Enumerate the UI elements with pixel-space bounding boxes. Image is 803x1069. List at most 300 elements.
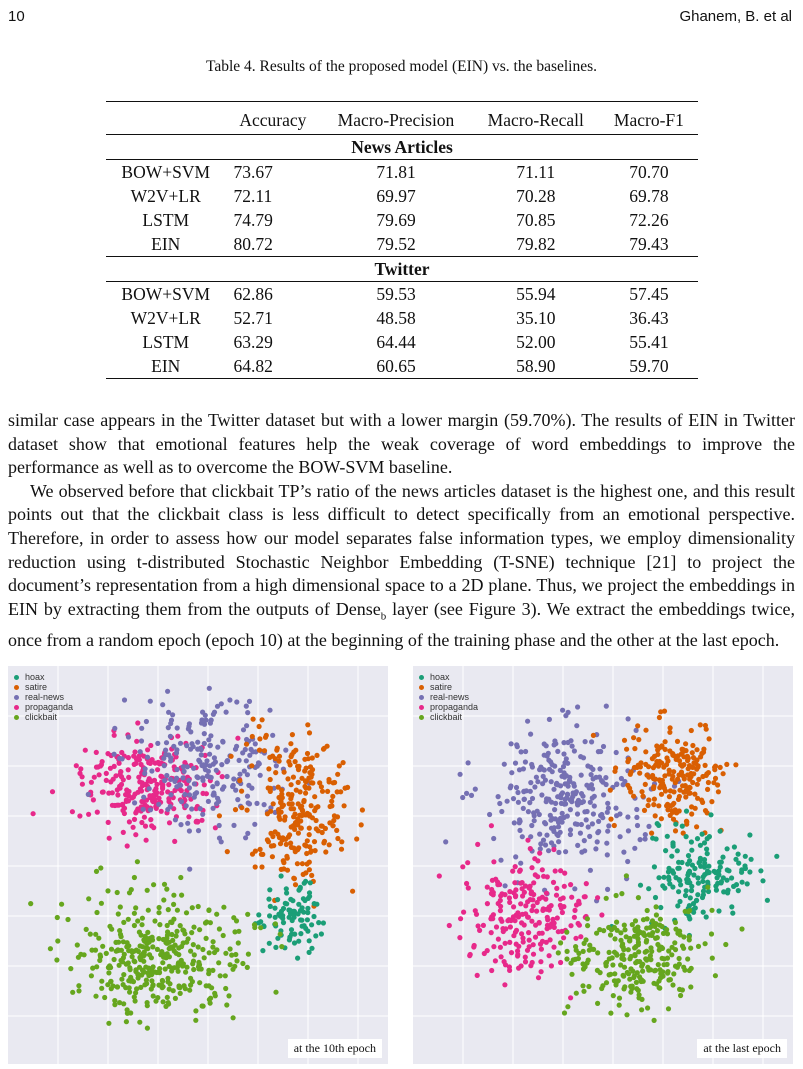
- scatter-point: [718, 765, 723, 770]
- scatter-point: [31, 811, 36, 816]
- scatter-point: [210, 784, 215, 789]
- value-cell: 72.11: [233, 186, 273, 206]
- scatter-point: [670, 842, 675, 847]
- scatter-point: [648, 967, 653, 972]
- scatter-point: [494, 924, 499, 929]
- scatter-point: [101, 789, 106, 794]
- scatter-point: [246, 800, 251, 805]
- scatter-point: [503, 941, 508, 946]
- scatter-point: [592, 803, 597, 808]
- scatter-point: [676, 889, 681, 894]
- scatter-point: [288, 841, 293, 846]
- scatter-point: [206, 737, 211, 742]
- scatter-point: [525, 899, 530, 904]
- scatter-point: [659, 792, 664, 797]
- scatter-point: [94, 910, 99, 915]
- scatter-point: [617, 996, 622, 1001]
- scatter-point: [166, 782, 171, 787]
- scatter-point: [174, 929, 179, 934]
- scatter-point: [147, 786, 152, 791]
- value-cell: 57.45: [629, 284, 669, 304]
- scatter-point: [654, 912, 659, 917]
- scatter-point: [670, 982, 675, 987]
- scatter-point: [145, 888, 150, 893]
- scatter-point: [298, 931, 303, 936]
- scatter-point: [142, 982, 147, 987]
- section-title: News Articles: [106, 135, 698, 160]
- scatter-point: [634, 815, 639, 820]
- scatter-point: [635, 823, 640, 828]
- scatter-point: [515, 744, 520, 749]
- scatter-point: [70, 809, 75, 814]
- scatter-point: [128, 1010, 133, 1015]
- scatter-point: [540, 939, 545, 944]
- scatter-point: [308, 764, 313, 769]
- legend-label: real-news: [430, 692, 470, 702]
- scatter-point: [564, 930, 569, 935]
- scatter-point: [558, 897, 563, 902]
- scatter-point: [601, 792, 606, 797]
- scatter-point: [512, 820, 517, 825]
- scatter-point: [700, 832, 705, 837]
- scatter-point: [126, 734, 131, 739]
- section-header-row: [106, 135, 698, 160]
- scatter-point: [680, 747, 685, 752]
- scatter-point: [603, 961, 608, 966]
- scatter-point: [233, 807, 238, 812]
- scatter-point: [257, 748, 262, 753]
- scatter-point: [673, 875, 678, 880]
- scatter-point: [107, 924, 112, 929]
- scatter-point: [668, 725, 673, 730]
- scatter-point: [132, 817, 137, 822]
- scatter-point: [467, 953, 472, 958]
- scatter-point: [671, 817, 676, 822]
- scatter-point: [178, 741, 183, 746]
- scatter-point: [160, 960, 165, 965]
- scatter-point: [284, 886, 289, 891]
- scatter-point: [162, 763, 167, 768]
- scatter-point: [540, 931, 545, 936]
- scatter-point: [278, 800, 283, 805]
- scatter-point: [508, 924, 513, 929]
- scatter-point: [145, 747, 150, 752]
- scatter-point: [200, 775, 205, 780]
- scatter-point: [518, 819, 523, 824]
- scatter-point: [509, 741, 514, 746]
- scatter-point: [595, 950, 600, 955]
- scatter-point: [190, 961, 195, 966]
- scatter-point: [665, 758, 670, 763]
- value-cell: 79.69: [376, 210, 416, 230]
- scatter-point: [115, 792, 120, 797]
- scatter-point: [527, 800, 532, 805]
- scatter-point: [605, 810, 610, 815]
- scatter-point: [561, 740, 566, 745]
- scatter-point: [632, 846, 637, 851]
- section-title: Twitter: [106, 257, 698, 282]
- scatter-point: [641, 917, 646, 922]
- scatter-point: [640, 969, 645, 974]
- scatter-point: [139, 933, 144, 938]
- scatter-point: [132, 749, 137, 754]
- scatter-point: [207, 686, 212, 691]
- scatter-point: [739, 870, 744, 875]
- scatter-point: [693, 761, 698, 766]
- scatter-point: [279, 873, 284, 878]
- scatter-point: [221, 905, 226, 910]
- scatter-point: [567, 778, 572, 783]
- scatter-point: [507, 900, 512, 905]
- scatter-point: [282, 817, 287, 822]
- scatter-point: [661, 765, 666, 770]
- scatter-point: [584, 881, 589, 886]
- scatter-point: [573, 936, 578, 941]
- scatter-point: [531, 952, 536, 957]
- scatter-point: [471, 944, 476, 949]
- scatter-point: [575, 843, 580, 848]
- legend-marker: [14, 715, 19, 720]
- scatter-point: [543, 778, 548, 783]
- scatter-point: [233, 747, 238, 752]
- scatter-point: [167, 964, 172, 969]
- scatter-point: [187, 785, 192, 790]
- page-header: [8, 6, 792, 30]
- scatter-point: [270, 854, 275, 859]
- scatter-point: [461, 910, 466, 915]
- scatter-point: [568, 995, 573, 1000]
- value-cell: 55.41: [629, 332, 669, 352]
- scatter-point: [646, 886, 651, 891]
- scatter-point: [537, 851, 542, 856]
- scatter-point: [510, 869, 515, 874]
- scatter-point: [458, 772, 463, 777]
- page-number: 10: [8, 8, 25, 25]
- scatter-point: [538, 841, 543, 846]
- scatter-point: [537, 812, 542, 817]
- scatter-point: [599, 912, 604, 917]
- scatter-point: [276, 785, 281, 790]
- scatter-point: [78, 766, 83, 771]
- scatter-point: [606, 823, 611, 828]
- scatter-point: [108, 766, 113, 771]
- scatter-point: [688, 984, 693, 989]
- scatter-point: [354, 836, 359, 841]
- value-cell: 70.70: [629, 162, 669, 182]
- scatter-point: [689, 728, 694, 733]
- scatter-point: [200, 791, 205, 796]
- scatter-point: [485, 901, 490, 906]
- scatter-point: [593, 846, 598, 851]
- scatter-point: [513, 887, 518, 892]
- legend-item: [14, 712, 73, 722]
- scatter-point: [168, 792, 173, 797]
- scatter-point: [292, 827, 297, 832]
- scatter-point: [519, 931, 524, 936]
- scatter-point: [621, 782, 626, 787]
- model-cell: W2V+LR: [130, 308, 201, 328]
- legend: [14, 672, 73, 722]
- scatter-point: [243, 747, 248, 752]
- scatter-point: [267, 708, 272, 713]
- scatter-point: [694, 824, 699, 829]
- legend-marker: [14, 705, 19, 710]
- scatter-point: [179, 944, 184, 949]
- scatter-point: [491, 859, 496, 864]
- scatter-point: [206, 971, 211, 976]
- scatter-point: [125, 843, 130, 848]
- scatter-point: [307, 770, 312, 775]
- scatter-point: [578, 831, 583, 836]
- scatter-point: [247, 699, 252, 704]
- scatter-point: [646, 764, 651, 769]
- scatter-point: [295, 861, 300, 866]
- legend-item: [14, 682, 73, 692]
- scatter-point: [157, 970, 162, 975]
- scatter-point: [234, 958, 239, 963]
- scatter-point: [156, 983, 161, 988]
- scatter-point: [487, 812, 492, 817]
- scatter-point: [704, 771, 709, 776]
- scatter-point: [152, 918, 157, 923]
- scatter-point: [709, 799, 714, 804]
- scatter-point: [188, 949, 193, 954]
- scatter-point: [603, 775, 608, 780]
- scatter-point: [214, 912, 219, 917]
- scatter-point: [68, 966, 73, 971]
- scatter-point: [339, 847, 344, 852]
- scatter-point: [175, 908, 180, 913]
- scatter-point: [605, 801, 610, 806]
- scatter-point: [591, 733, 596, 738]
- scatter-point: [137, 965, 142, 970]
- scatter-point: [646, 824, 651, 829]
- scatter-point: [266, 897, 271, 902]
- scatter-point: [585, 916, 590, 921]
- scatter-point: [675, 903, 680, 908]
- scatter-point: [600, 983, 605, 988]
- scatter-point: [560, 708, 565, 713]
- scatter-point: [253, 864, 258, 869]
- scatter-point: [163, 748, 168, 753]
- scatter-point: [132, 923, 137, 928]
- scatter-point: [713, 764, 718, 769]
- scatter-point: [211, 712, 216, 717]
- scatter-point: [139, 738, 144, 743]
- scatter-point: [464, 881, 469, 886]
- scatter-point: [544, 891, 549, 896]
- scatter-point: [653, 936, 658, 941]
- scatter-point: [296, 764, 301, 769]
- scatter-point: [191, 942, 196, 947]
- table-row: [106, 232, 698, 257]
- scatter-point: [666, 1006, 671, 1011]
- scatter-point: [202, 955, 207, 960]
- scatter-point: [140, 916, 145, 921]
- scatter-point: [192, 781, 197, 786]
- scatter-point: [186, 814, 191, 819]
- scatter-point: [680, 987, 685, 992]
- scatter-point: [587, 948, 592, 953]
- scatter-point: [308, 880, 313, 885]
- scatter-point: [718, 829, 723, 834]
- scatter-point: [591, 776, 596, 781]
- scatter-point: [159, 790, 164, 795]
- scatter-point: [673, 947, 678, 952]
- scatter-point: [580, 961, 585, 966]
- scatter-point: [107, 836, 112, 841]
- scatter-point: [290, 918, 295, 923]
- value-cell: 63.29: [233, 332, 273, 352]
- scatter-point: [214, 768, 219, 773]
- scatter-point: [164, 740, 169, 745]
- scatter-point: [635, 933, 640, 938]
- scatter-point: [151, 825, 156, 830]
- scatter-point: [489, 891, 494, 896]
- table-row: [106, 306, 698, 330]
- scatter-point: [653, 813, 658, 818]
- scatter-point: [572, 908, 577, 913]
- scatter-point: [176, 983, 181, 988]
- scatter-point: [296, 939, 301, 944]
- scatter-point: [148, 779, 153, 784]
- scatter-point: [307, 860, 312, 865]
- scatter-point: [552, 921, 557, 926]
- scatter-point: [273, 990, 278, 995]
- scatter-point: [660, 883, 665, 888]
- scatter-point: [231, 823, 236, 828]
- scatter-point: [262, 748, 267, 753]
- scatter-point: [721, 771, 726, 776]
- scatter-point: [84, 927, 89, 932]
- scatter-point: [515, 790, 520, 795]
- scatter-point: [312, 839, 317, 844]
- scatter-point: [681, 965, 686, 970]
- scatter-point: [631, 794, 636, 799]
- scatter-point: [309, 922, 314, 927]
- scatter-point: [692, 792, 697, 797]
- scatter-point: [628, 789, 633, 794]
- scatter-point: [148, 807, 153, 812]
- scatter-point: [657, 785, 662, 790]
- scatter-point: [595, 968, 600, 973]
- scatter-point: [636, 895, 641, 900]
- scatter-point: [215, 780, 220, 785]
- scatter-point: [677, 758, 682, 763]
- scatter-point: [293, 882, 298, 887]
- scatter-point: [561, 815, 566, 820]
- scatter-point: [218, 973, 223, 978]
- value-cell: 64.44: [376, 332, 416, 352]
- scatter-point: [653, 763, 658, 768]
- scatter-point: [158, 952, 163, 957]
- scatter-point: [314, 902, 319, 907]
- scatter-point: [608, 817, 613, 822]
- column-header: [106, 102, 225, 135]
- scatter-point: [575, 704, 580, 709]
- scatter-point: [75, 942, 80, 947]
- scatter-point: [231, 776, 236, 781]
- scatter-point: [642, 808, 647, 813]
- scatter-point: [604, 841, 609, 846]
- scatter-point: [498, 858, 503, 863]
- scatter-point: [48, 946, 53, 951]
- scatter-point: [564, 773, 569, 778]
- scatter-point: [180, 775, 185, 780]
- scatter-point: [523, 955, 528, 960]
- scatter-point: [612, 971, 617, 976]
- scatter-point: [533, 935, 538, 940]
- scatter-point: [701, 910, 706, 915]
- scatter-point: [298, 885, 303, 890]
- scatter-point: [689, 888, 694, 893]
- scatter-point: [586, 958, 591, 963]
- scatter-point: [457, 935, 462, 940]
- scatter-point: [173, 996, 178, 1001]
- scatter-point: [181, 764, 186, 769]
- scatter-point: [485, 885, 490, 890]
- scatter-point: [167, 946, 172, 951]
- scatter-point: [322, 746, 327, 751]
- scatter-point: [700, 800, 705, 805]
- scatter-point: [636, 737, 641, 742]
- scatter-point: [206, 983, 211, 988]
- scatter-point: [256, 912, 261, 917]
- scatter-point: [120, 959, 125, 964]
- scatter-point: [328, 804, 333, 809]
- scatter-point: [289, 792, 294, 797]
- scatter-point: [583, 894, 588, 899]
- scatter-point: [643, 749, 648, 754]
- scatter-point: [260, 948, 265, 953]
- legend-label: satire: [25, 682, 48, 692]
- legend-item: [419, 672, 478, 682]
- scatter-point: [622, 984, 627, 989]
- scatter-point: [650, 773, 655, 778]
- scatter-point: [206, 908, 211, 913]
- scatter-point: [700, 879, 705, 884]
- scatter-point: [556, 850, 561, 855]
- scatter-point: [307, 938, 312, 943]
- scatter-point: [122, 697, 127, 702]
- scatter-point: [666, 869, 671, 874]
- scatter-point: [206, 799, 211, 804]
- scatter-point: [619, 776, 624, 781]
- scatter-point: [485, 948, 490, 953]
- scatter-point: [187, 988, 192, 993]
- scatter-point: [70, 990, 75, 995]
- value-cell: 70.28: [516, 186, 556, 206]
- scatter-point: [198, 806, 203, 811]
- scatter-point: [639, 789, 644, 794]
- scatter-point: [104, 771, 109, 776]
- value-cell: 80.72: [233, 234, 273, 254]
- scatter-point: [307, 950, 312, 955]
- scatter-point: [673, 780, 678, 785]
- scatter-point: [760, 878, 765, 883]
- scatter-point: [262, 802, 267, 807]
- scatter-point: [673, 920, 678, 925]
- scatter-point: [724, 762, 729, 767]
- scatter-point: [585, 923, 590, 928]
- scatter-point: [686, 853, 691, 858]
- scatter-point: [117, 761, 122, 766]
- scatter-point: [657, 715, 662, 720]
- scatter-point: [558, 960, 563, 965]
- scatter-point: [165, 995, 170, 1000]
- scatter-point: [521, 806, 526, 811]
- scatter-point: [215, 745, 220, 750]
